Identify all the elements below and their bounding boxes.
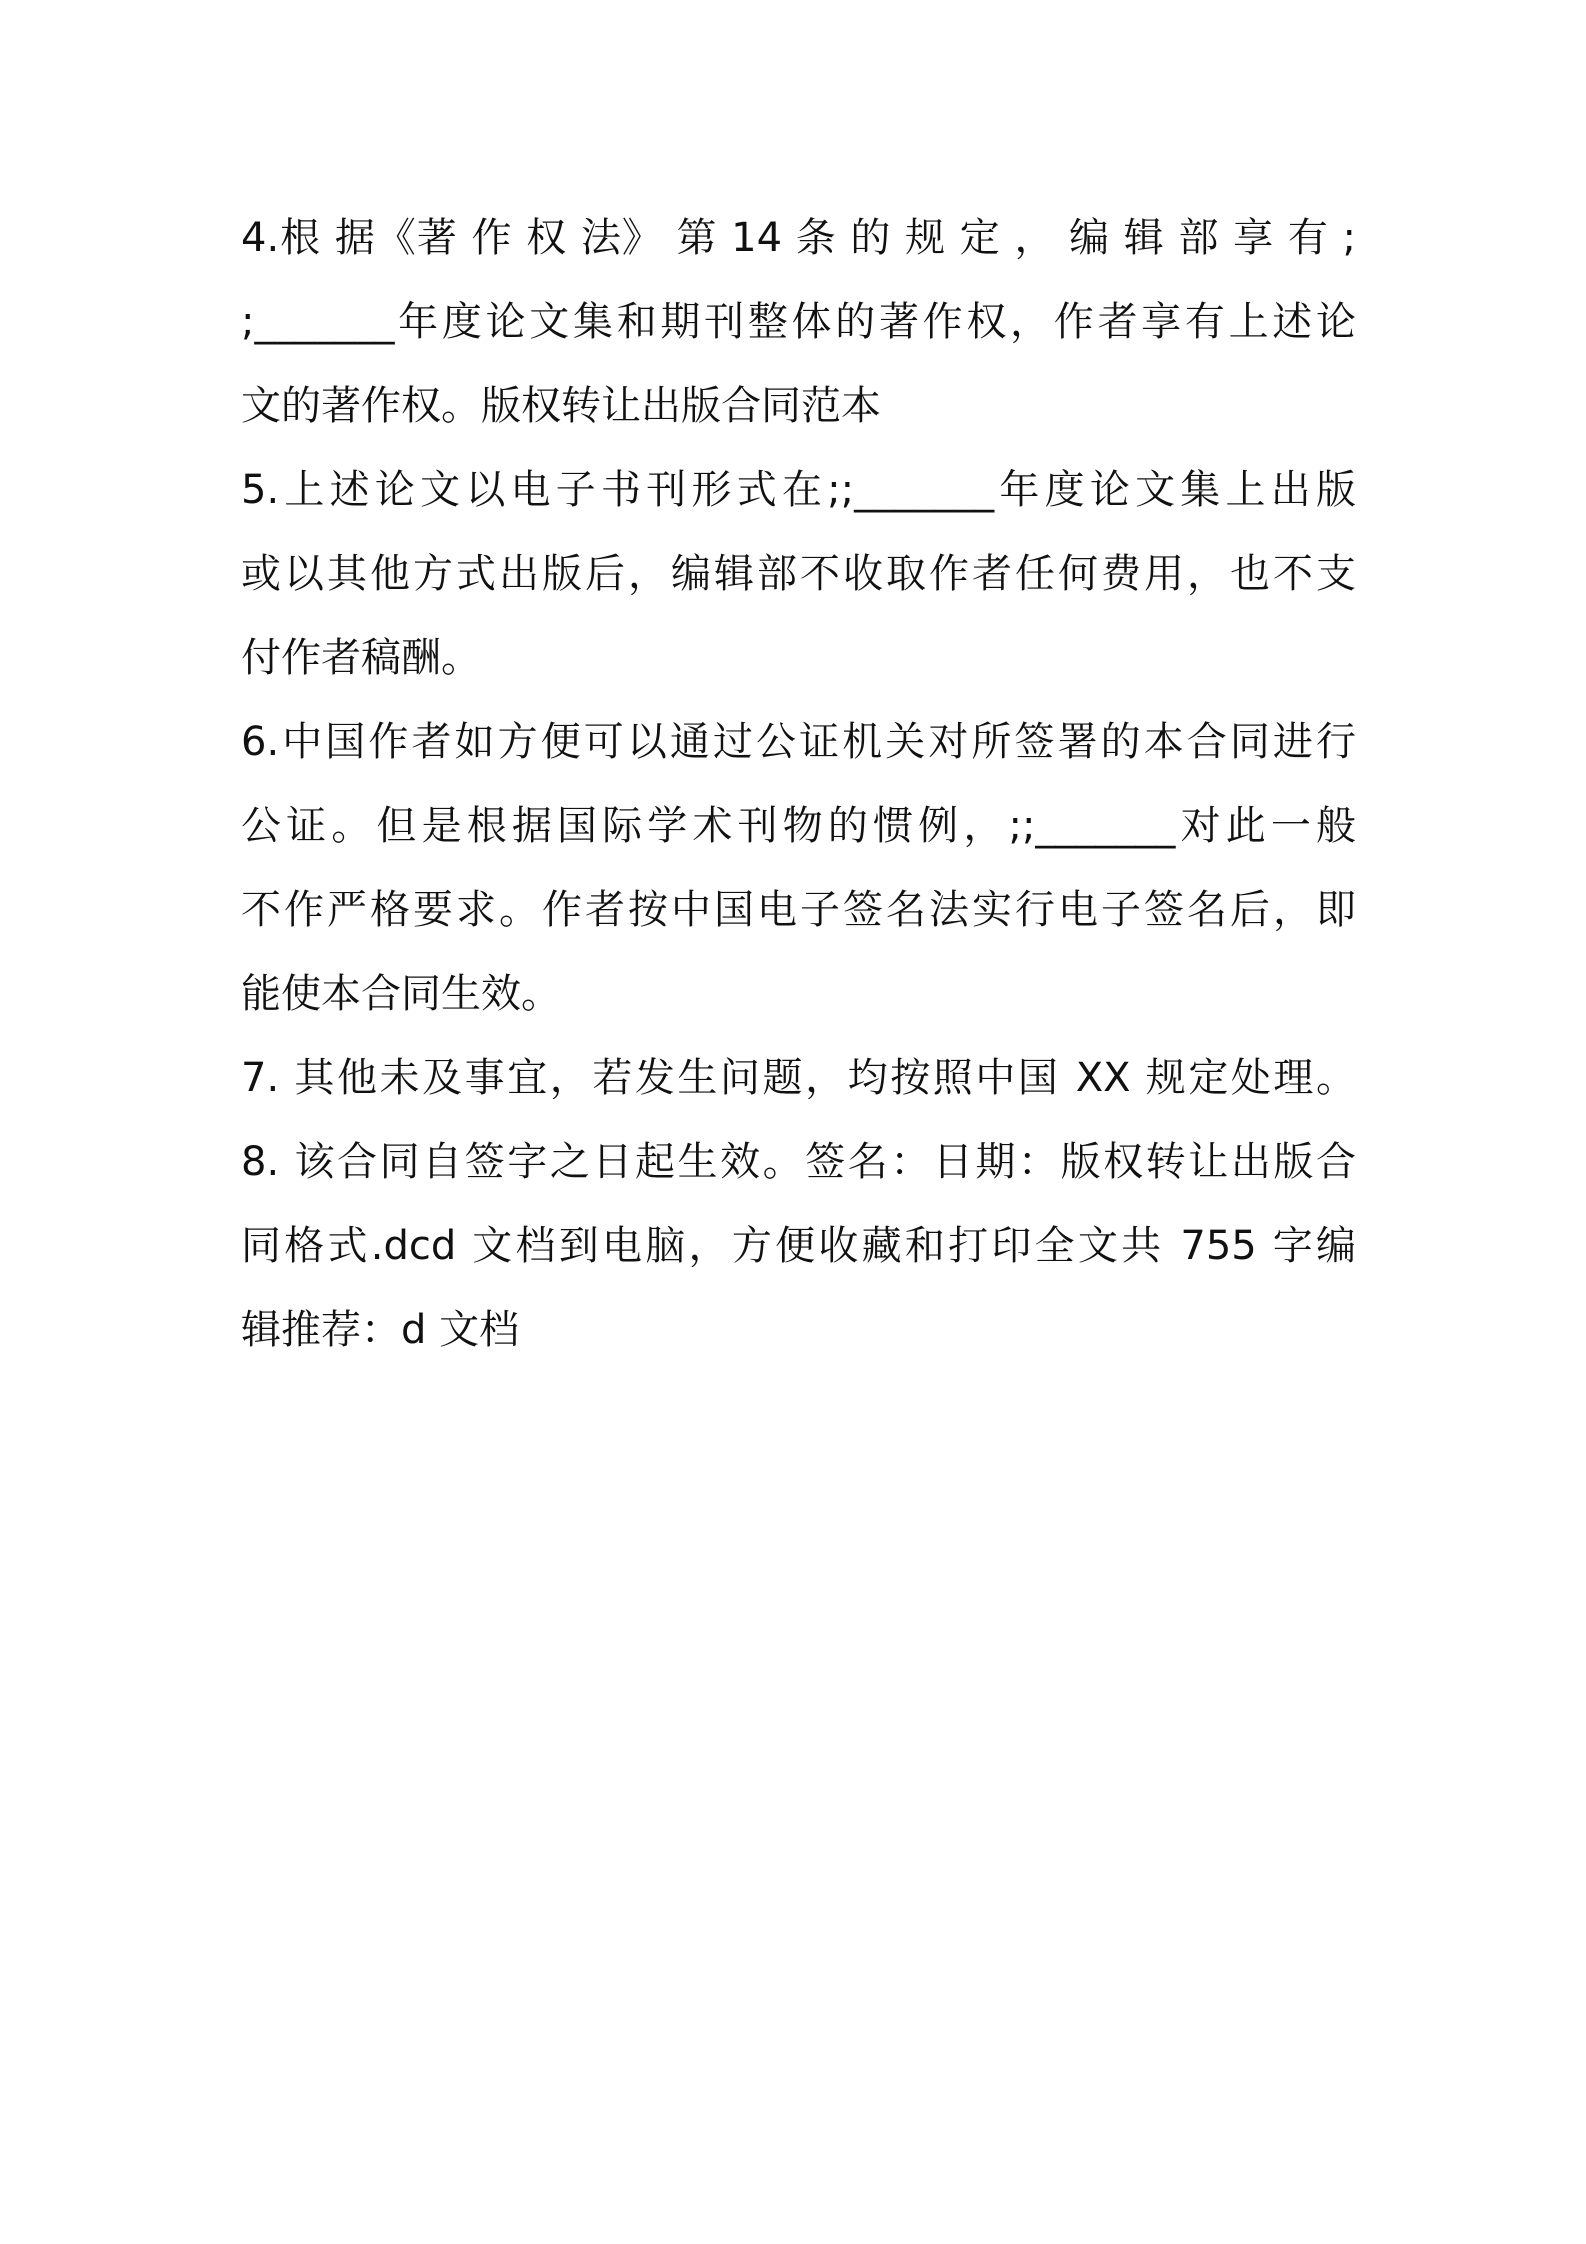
clause-6-line-4: 能使本合同生效。 [241,971,561,1017]
clause-5-line-1: 5.上述论文以电子书刊形式在;;_______年度论文集上出版 [241,467,1356,513]
clause-6-line-1: 6.中国作者如方便可以通过公证机关对所签署的本合同进行 [241,719,1356,765]
clause-8-line-2: 同格式.dcd 文档到电脑，方便收藏和打印全文共 755 字编 [241,1223,1356,1269]
clause-4-line-3: 文的著作权。版权转让出版合同范本 [241,383,881,429]
clause-8-line-3: 辑推荐：d 文档 [241,1307,520,1353]
clause-6-line-2: 公证。但是根据国际学术刊物的惯例，;;_______对此一般 [241,803,1356,849]
clause-5-line-2: 或以其他方式出版后，编辑部不收取作者任何费用，也不支 [241,551,1356,597]
clause-6-line-3: 不作严格要求。作者按中国电子签名法实行电子签名后，即 [241,887,1356,933]
clause-4-line-2: ;_______年度论文集和期刊整体的著作权，作者享有上述论 [241,299,1356,345]
clause-7-line-1: 7. 其他未及事宜，若发生问题，均按照中国 XX 规定处理。 [241,1055,1356,1101]
document-page [241,196,1356,1372]
clause-4-line-1: 4.根 据《著 作 权 法》 第 14 条 的 规 定 ， 编 辑 部 享 有 ; [241,215,1356,261]
clause-5-line-3: 付作者稿酬。 [241,635,481,681]
clause-8-line-1: 8. 该合同自签字之日起生效。签名：日期：版权转让出版合 [241,1139,1356,1185]
